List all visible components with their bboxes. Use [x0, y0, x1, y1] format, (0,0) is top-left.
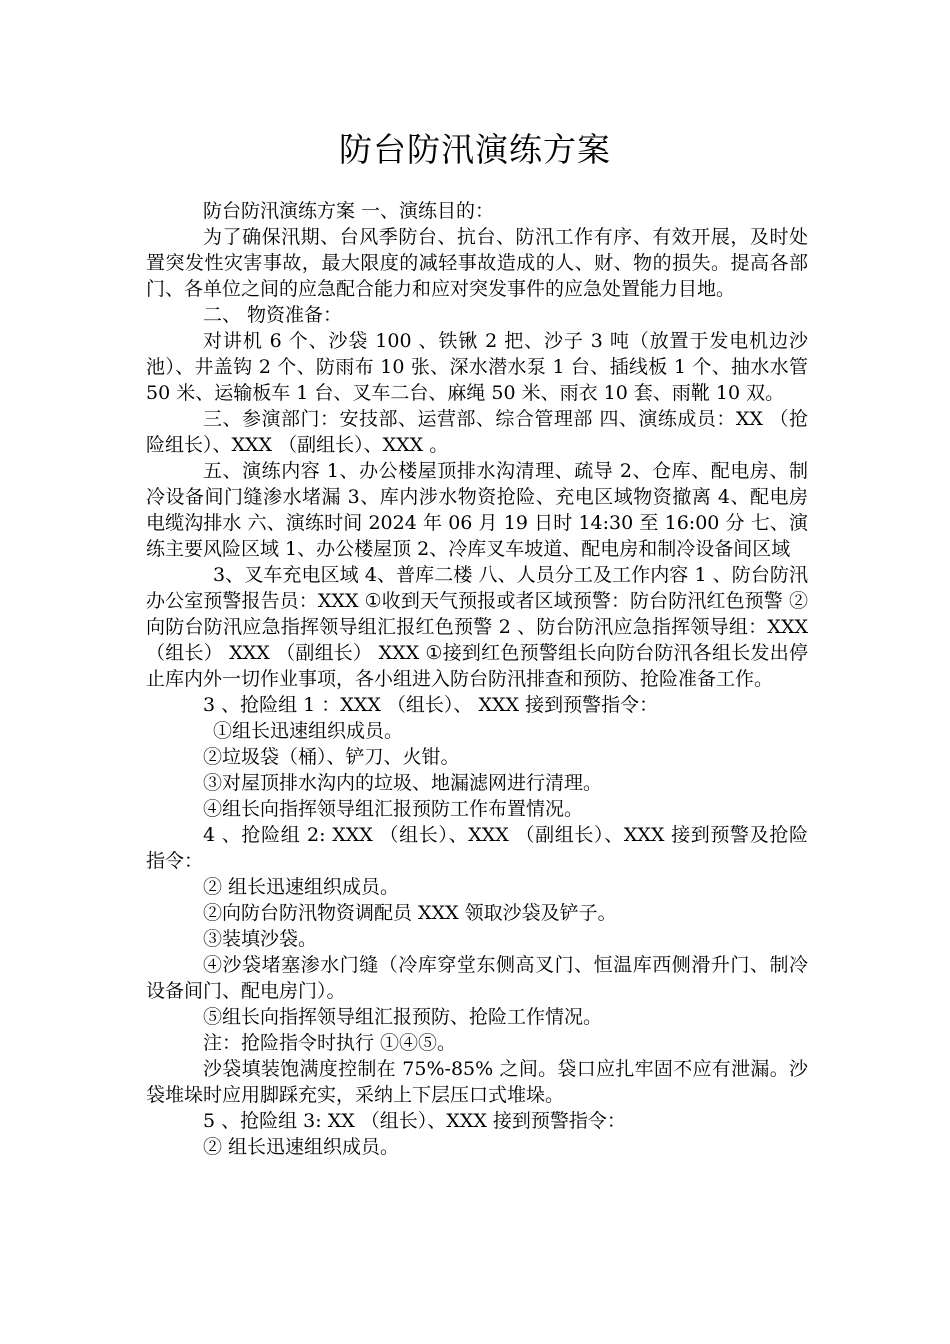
paragraph-content-time-areas: 五、演练内容 1、办公楼屋顶排水沟清理、疏导 2、仓库、配电房、制冷设备间门缝渗水堵漏 3、库内涉水物资抢险、充电区域物资撤离 4、配电房电缆沟排水 六、演练时间 2024 年 06 月 19 日时 14:30 至 16:00 分 七、演练主要风险区域 1、办公楼屋顶 2、冷库叉车坡道、配电房和制冷设备间区域 [146, 460, 808, 560]
list-item: ②垃圾袋（桶）、铲刀、火钳。 [203, 746, 460, 768]
list-item: ②向防台防汛物资调配员 XXX 领取沙袋及铲子。 [203, 902, 617, 924]
list-item: ② 组长迅速组织成员。 [203, 876, 400, 898]
paragraph-group-3-heading: 5 、抢险组 3: XX （组长）、XXX 接到预警指令： [203, 1110, 626, 1132]
list-item: ② 组长迅速组织成员。 [203, 1136, 400, 1158]
paragraph-group-1-heading: 3 、抢险组 1 ：XXX （组长）、 XXX 接到预警指令： [203, 694, 659, 716]
note-text: 注：抢险指令时执行 ①④⑤。 [203, 1032, 457, 1054]
paragraph-intro: 防台防汛演练方案 一、演练目的： [203, 200, 495, 222]
list-item: ③装填沙袋。 [203, 928, 318, 950]
document-body [146, 198, 808, 1160]
list-item: ④沙袋堵塞渗水门缝（冷库穿堂东侧高叉门、恒温库西侧滑升门、制冷设备间门、配电房门）。 [146, 954, 808, 1002]
paragraph-departments-members: 三、参演部门：安技部、运营部、综合管理部 四、演练成员：XX （抢险组长）、XXX （副组长）、XXX 。 [146, 408, 808, 456]
paragraph-materials-heading: 二、 物资准备： [203, 304, 343, 326]
paragraph-materials: 对讲机 6 个、沙袋 100 、铁锹 2 把、沙子 3 吨（放置于发电机边沙池）、井盖钩 2 个、防雨布 10 张、深水潜水泵 1 台、插线板 1 个、抽水水管 50 米、运输板车 1 台、叉车二台、麻绳 50 米、雨衣 10 套、雨靴 10 双。 [146, 330, 808, 404]
sandbag-instructions: 沙袋填装饱满度控制在 75%-85% 之间。袋口应扎牢固不应有泄漏。沙袋堆垛时应用脚踩充实，采纳上下层压口式堆垛。 [146, 1058, 808, 1106]
list-item: ③对屋顶排水沟内的垃圾、地漏滤网进行清理。 [203, 772, 603, 794]
paragraph-group-2-heading: 4 、抢险组 2: XXX （组长）、XXX （副组长）、XXX 接到预警及抢险指令： [146, 824, 808, 872]
paragraph-purpose: 为了确保汛期、台风季防台、抗台、防汛工作有序、有效开展，及时处置突发性灾害事故，最大限度的减轻事故造成的人、财、物的损失。提高各部门、各单位之间的应急配合能力和应对突发事件的应急处置能力目地。 [146, 226, 808, 300]
list-item: ④组长向指挥领导组汇报预防工作布置情况。 [203, 798, 584, 820]
paragraph-roles: 3、叉车充电区域 4、普库二楼 八、人员分工及工作内容 1 、防台防汛办公室预警报告员：XXX ①收到天气预报或者区域预警：防台防汛红色预警 ②向防台防汛应急指挥领导组汇报红色预警 2 、防台防汛应急指挥领导组：XXX （组长） XXX （副组长） XXX ①接到红色预警组长向防台防汛各组长发出停止库内外一切作业事项，各小组进入防台防汛排查和预防、抢险准备工作。 [146, 564, 808, 690]
list-item: ①组长迅速组织成员。 [213, 720, 404, 742]
list-item: ⑤组长向指挥领导组汇报预防、抢险工作情况。 [203, 1006, 603, 1028]
document-title: 防台防汛演练方案 [339, 130, 611, 169]
